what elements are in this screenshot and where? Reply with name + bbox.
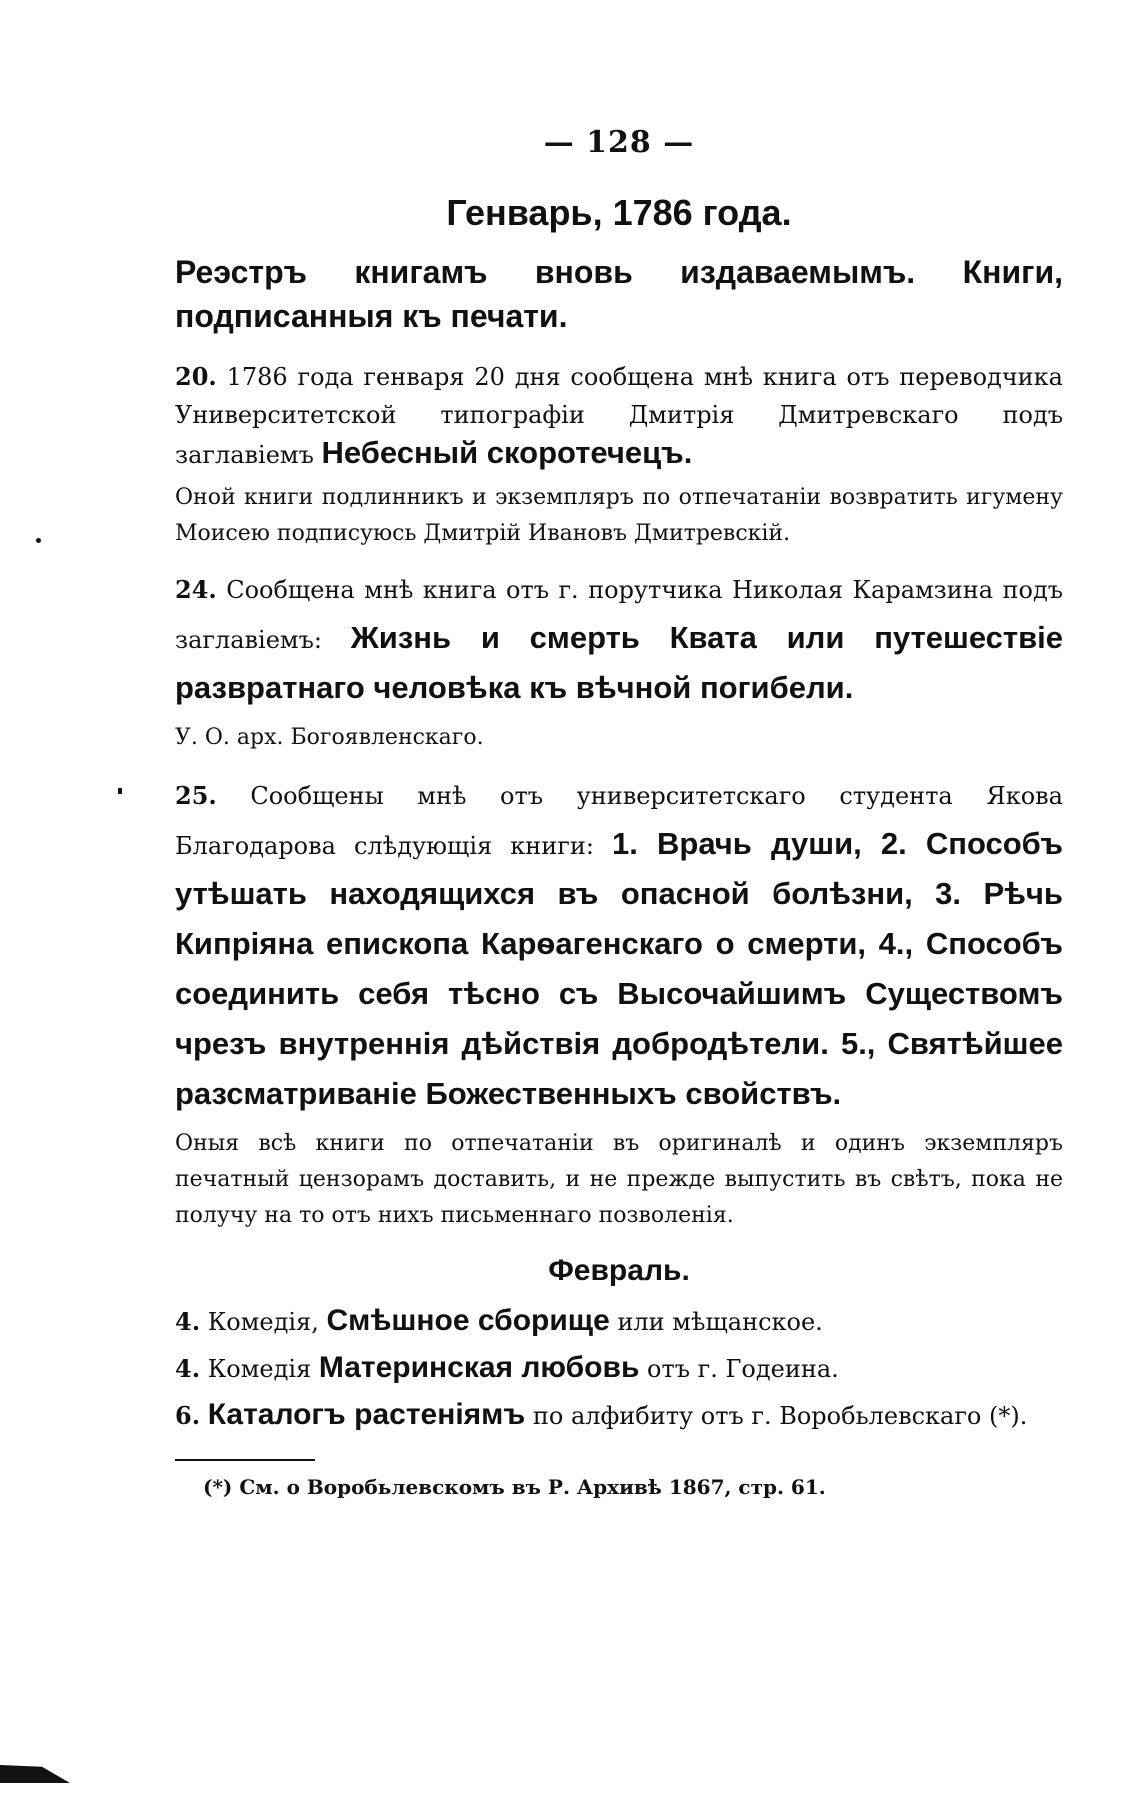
entry-note: Оной книги подлинникъ и экземпляръ по отпечатаніи возвратить игумену Моисею подписуюсь Дмитрій Ивановъ Дмитревскій. <box>175 485 1063 546</box>
entry-number: 6. <box>175 1401 201 1430</box>
item-post: отъ г. Годеина. <box>647 1355 839 1383</box>
entry-number: 20. <box>175 362 217 391</box>
footnote-divider <box>175 1459 315 1461</box>
entry-number: 4. <box>175 1354 201 1383</box>
february-item <box>175 1298 1063 1345</box>
book-title: Жизнь и смерть Квата или путешествіе развратнаго человѣка къ вѣчной погибели. <box>175 620 1063 705</box>
february-item <box>175 1345 1063 1392</box>
february-item <box>175 1392 1063 1439</box>
entry-text: Сообщены мнѣ отъ университетскаго студента Якова Благодарова слѣдующія книги: <box>175 782 1063 860</box>
scan-mark <box>0 1765 70 1783</box>
entry-24 <box>175 566 1063 714</box>
book-title: Смѣшное сборище <box>326 1304 610 1337</box>
item-post: по алфибиту отъ г. Воробьлевскаго (*). <box>532 1402 1028 1430</box>
scan-dot <box>118 788 122 794</box>
entry-text: Сообщена мнѣ книга отъ г. порутчика Николая Карамзина подъ заглавіемъ: <box>175 576 1063 654</box>
scan-dot <box>36 538 41 543</box>
book-page <box>175 125 1063 1499</box>
footnote: (*) См. о Воробьлевскомъ въ Р. Архивѣ 1867, стр. 61. <box>203 1475 826 1499</box>
february-title: Февраль. <box>548 1254 690 1287</box>
item-pre: Комедія <box>207 1355 312 1383</box>
entry-text: 1786 года генваря 20 дня сообщена мнѣ книга отъ переводчика Университетской типографіи Дмитрія Дмитревскаго подъ заглавіемъ <box>175 363 1063 469</box>
registry-title: Реэстръ книгамъ вновь издаваемымъ. Книги, подписанныя къ печати. <box>175 254 1063 334</box>
page-number: — 128 — <box>543 125 695 160</box>
entry-number: 24. <box>175 575 217 604</box>
entry-number: 4. <box>175 1307 201 1336</box>
book-title: 1. Врачь души, 2. Способъ утѣшать находящихся въ опасной болѣзни, 3. Рѣчь Кипріяна епископа Карѳагенскаго о смерти, 4., Способъ соединить себя тѣсно съ Высочайшимъ Существомъ чрезъ внутреннія дѣйствія добродѣтели. 5., Святѣйшее разсматриваніе Божественныхъ свойствъ. <box>175 826 1063 1111</box>
entry-25 <box>175 772 1063 1120</box>
item-post: или мѣщанское. <box>617 1308 823 1336</box>
entry-number: 25. <box>175 781 217 810</box>
book-title: Материнская любовь <box>318 1351 640 1384</box>
item-pre: Комедія, <box>207 1308 319 1336</box>
book-title: Небесный скоротечецъ. <box>321 435 693 470</box>
entry-signature: У. О. арх. Богоявленскаго. <box>175 725 484 750</box>
book-title: Каталогъ растеніямъ <box>207 1398 526 1431</box>
entry-20 <box>175 358 1063 474</box>
entry-note: Оныя всѣ книги по отпечатаніи въ оригиналѣ и одинъ экземпляръ печатный цензорамъ доставить, и не прежде выпустить въ свѣтъ, пока не получу на то отъ нихъ письменнаго позволенія. <box>175 1131 1063 1228</box>
month-title: Генварь, 1786 года. <box>446 192 792 233</box>
